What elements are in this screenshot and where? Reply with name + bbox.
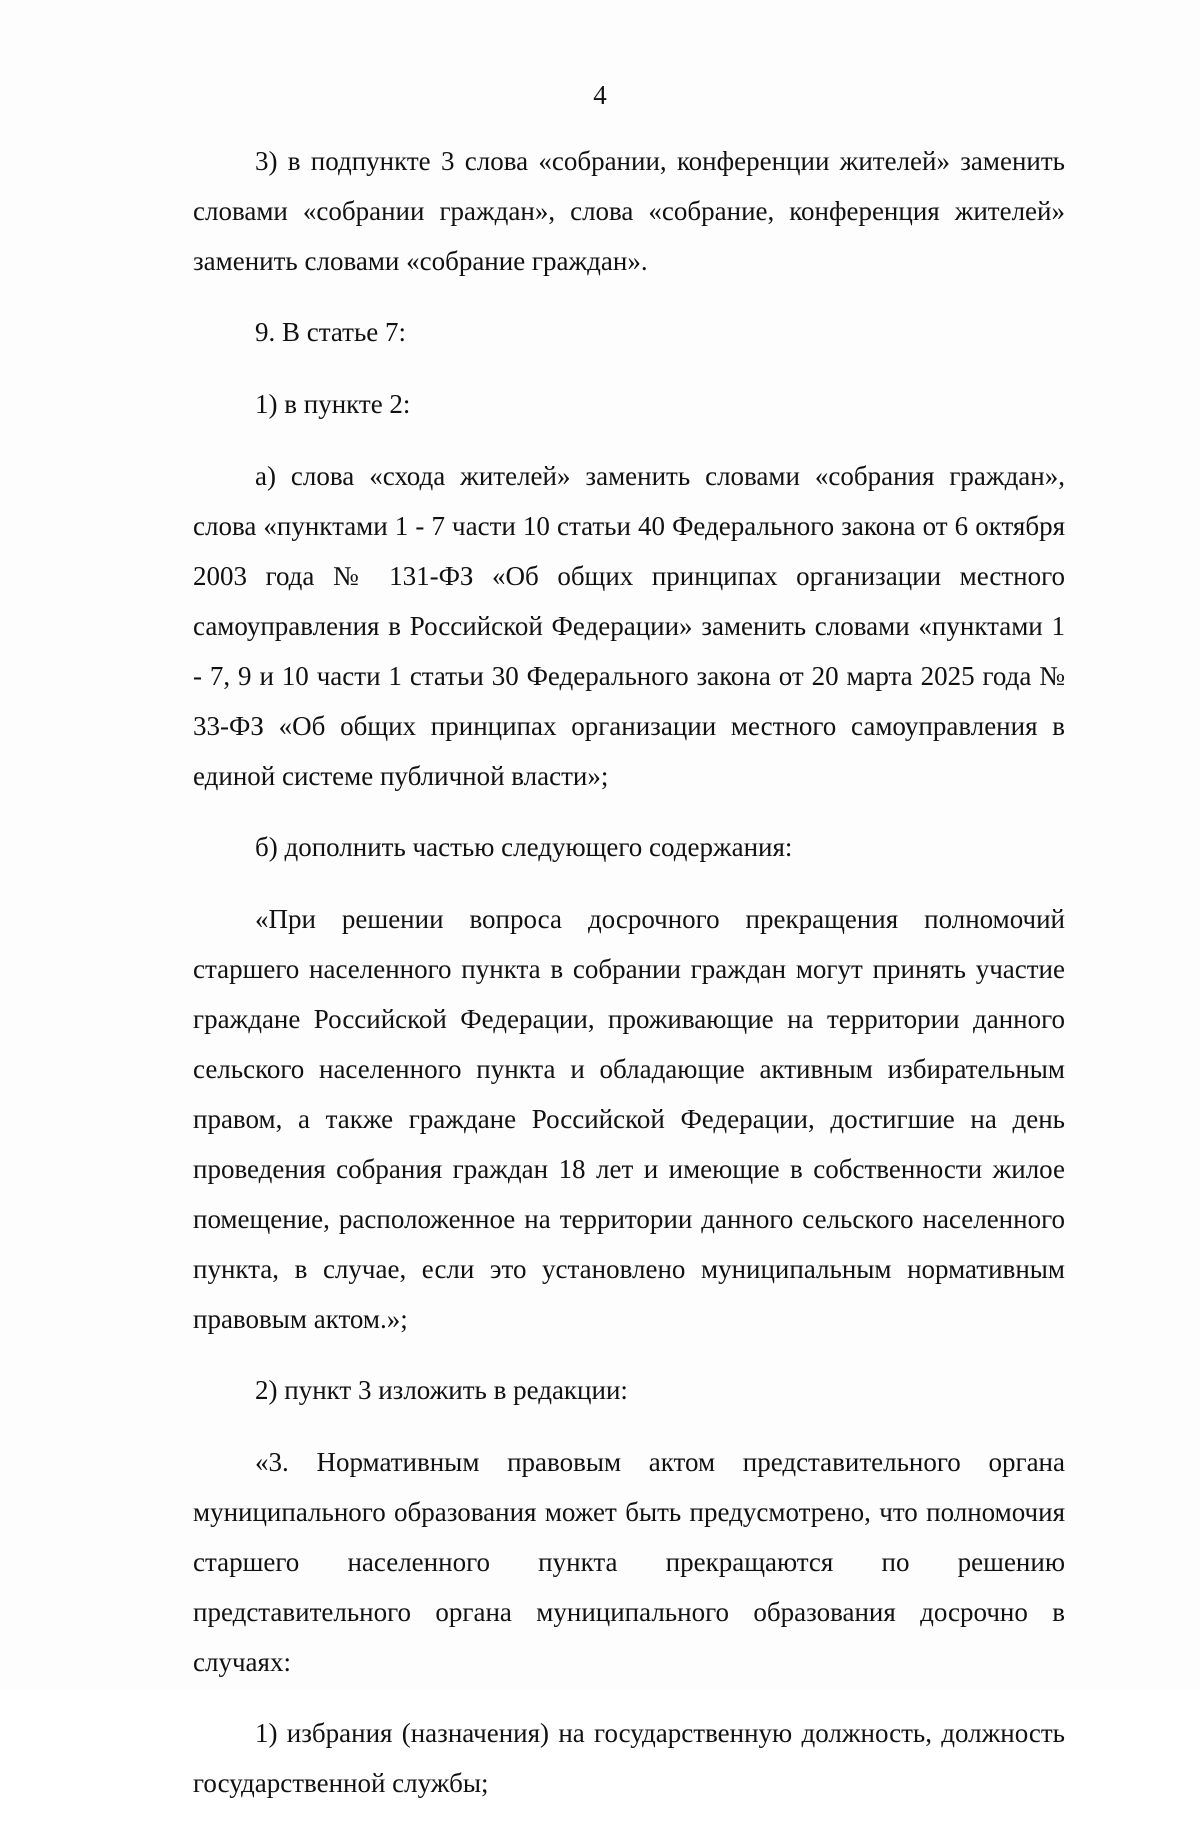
paragraph-subpoint-a: а) слова «схода жителей» заменить словами «собрания граждан», слова «пунктами 1 - 7 части 10 статьи 40 Федерального закона от 6 октября 2003 года № 131-ФЗ «Об общих принципах организации местного самоуправления в Российской Федерации» заменить словами «пунктами 1 - 7, 9 и 10 части 1 статьи 30 Федерального закона от 20 марта 2025 года № 33-ФЗ «Об общих принципах организации местного самоуправления в единой системе публичной власти»; xyxy=(193,461,1065,791)
paragraph-subpoint-b: б) дополнить частью следующего содержания: xyxy=(255,832,793,862)
paragraph-quoted-part: «При решении вопроса досрочного прекращения полномочий старшего населенного пункта в собрании граждан могут принять участие граждане Российской Федерации, проживающие на территории данного сельского населенного пункта и обладающие активным избирательным правом, а также граждане Российской Федерации, достигшие на день проведения собрания граждан 18 лет и имеющие в собственности жилое помещение, расположенное на территории данного сельского населенного пункта, в случае, если это установлено муниципальным нормативным правовым актом.»; xyxy=(193,904,1065,1334)
paragraph-article-7-heading: 9. В статье 7: xyxy=(255,317,407,347)
paragraph-quoted-point-3: «3. Нормативным правовым актом представительного органа муниципального образования может быть предусмотрено, что полномочия старшего населенного пункта прекращаются по решению представительного органа муниципального образования досрочно в случаях: xyxy=(193,1447,1065,1677)
paragraph-case-1: 1) избрания (назначения) на государственную должность, должность государственной службы; xyxy=(193,1718,1065,1798)
paragraph-point-3-heading: 2) пункт 3 изложить в редакции: xyxy=(255,1375,628,1405)
paragraph-point-2-heading: 1) в пункте 2: xyxy=(255,389,411,419)
document-body xyxy=(193,136,1065,1829)
paragraph-subpoint-3: 3) в подпункте 3 слова «собрании, конференции жителей» заменить словами «собрании граждан», слова «собрание, конференция жителей» заменить словами «собрание граждан». xyxy=(193,146,1065,276)
page-number: 4 xyxy=(593,80,607,110)
